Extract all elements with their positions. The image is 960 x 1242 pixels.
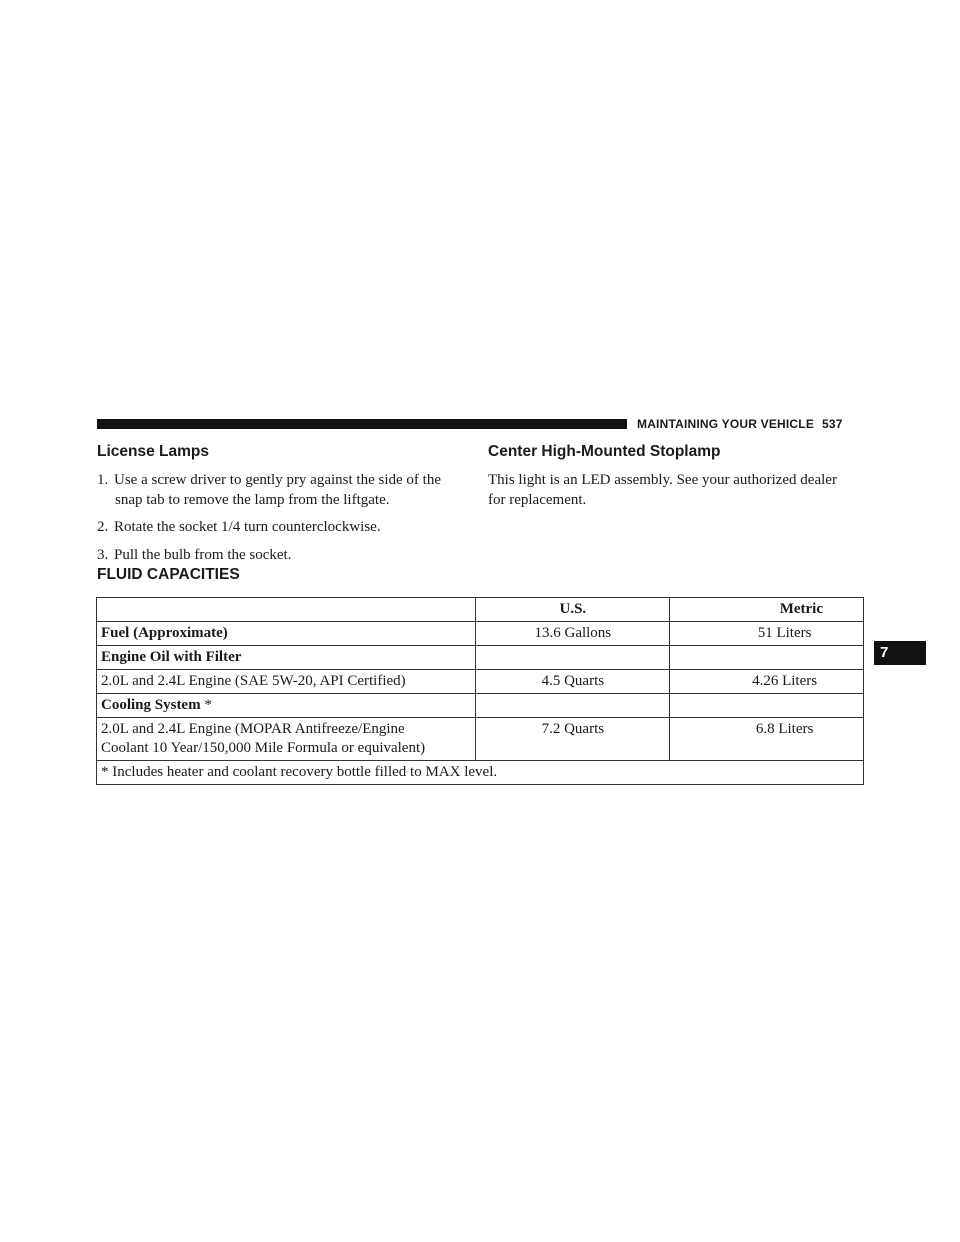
row-label-line: Coolant 10 Year/150,000 Mile Formula or equivalent): [101, 740, 426, 756]
row-label: Cooling System: [101, 697, 201, 713]
table-row: [97, 670, 864, 694]
step-text-line: Rotate the socket 1/4 turn counterclockwise.: [114, 519, 381, 535]
table-footnote-row: [97, 761, 864, 785]
row-label: Engine Oil with Filter: [97, 646, 476, 670]
metric-value: [670, 646, 864, 670]
table-row: [97, 694, 864, 718]
license-lamps-heading: License Lamps: [97, 443, 209, 460]
row-label: 2.0L and 2.4L Engine (SAE 5W-20, API Certified): [97, 670, 476, 694]
us-value: 13.6 Gallons: [476, 622, 670, 646]
table-footnote: * Includes heater and coolant recovery bottle filled to MAX level.: [97, 761, 864, 785]
step-number: 1.: [97, 472, 109, 488]
table-header-row: [97, 598, 864, 622]
step-number: 2.: [97, 519, 109, 535]
stoplamp-heading: Center High-Mounted Stoplamp: [488, 443, 721, 460]
column-header-metric: Metric: [670, 598, 864, 622]
header-rule: [97, 419, 627, 429]
column-header-us: U.S.: [476, 598, 670, 622]
row-label-line: 2.0L and 2.4L Engine (MOPAR Antifreeze/Engine: [101, 721, 405, 737]
metric-value: 6.8 Liters: [670, 718, 864, 761]
running-header: [637, 417, 843, 431]
metric-value: [670, 694, 864, 718]
us-value: [476, 646, 670, 670]
metric-value: 51 Liters: [670, 622, 864, 646]
step-text-line: Pull the bulb from the socket.: [114, 547, 292, 563]
section-title: MAINTAINING YOUR VEHICLE: [637, 417, 815, 431]
footnote-marker: *: [200, 697, 212, 713]
fluid-capacities-heading: FLUID CAPACITIES: [97, 566, 240, 583]
row-label: Fuel (Approximate): [97, 622, 476, 646]
page-number: 537: [822, 417, 843, 431]
chapter-tab: 7: [874, 641, 926, 665]
step-text-line: Use a screw driver to gently pry against the side of the: [114, 472, 441, 488]
table-row: [97, 622, 864, 646]
column-header: [97, 598, 476, 622]
table-row: [97, 646, 864, 670]
us-value: [476, 694, 670, 718]
stoplamp-text-line: This light is an LED assembly. See your authorized dealer: [488, 472, 837, 488]
us-value: 7.2 Quarts: [476, 718, 670, 761]
stoplamp-text-line: for replacement.: [488, 492, 587, 508]
row-label-cell: [97, 718, 476, 761]
step-text-line: snap tab to remove the lamp from the liftgate.: [115, 492, 390, 508]
table-row: [97, 718, 864, 761]
us-value: 4.5 Quarts: [476, 670, 670, 694]
metric-value: 4.26 Liters: [670, 670, 864, 694]
step-number: 3.: [97, 547, 109, 563]
fluid-capacities-table: [96, 597, 864, 785]
row-label-cell: [97, 694, 476, 718]
